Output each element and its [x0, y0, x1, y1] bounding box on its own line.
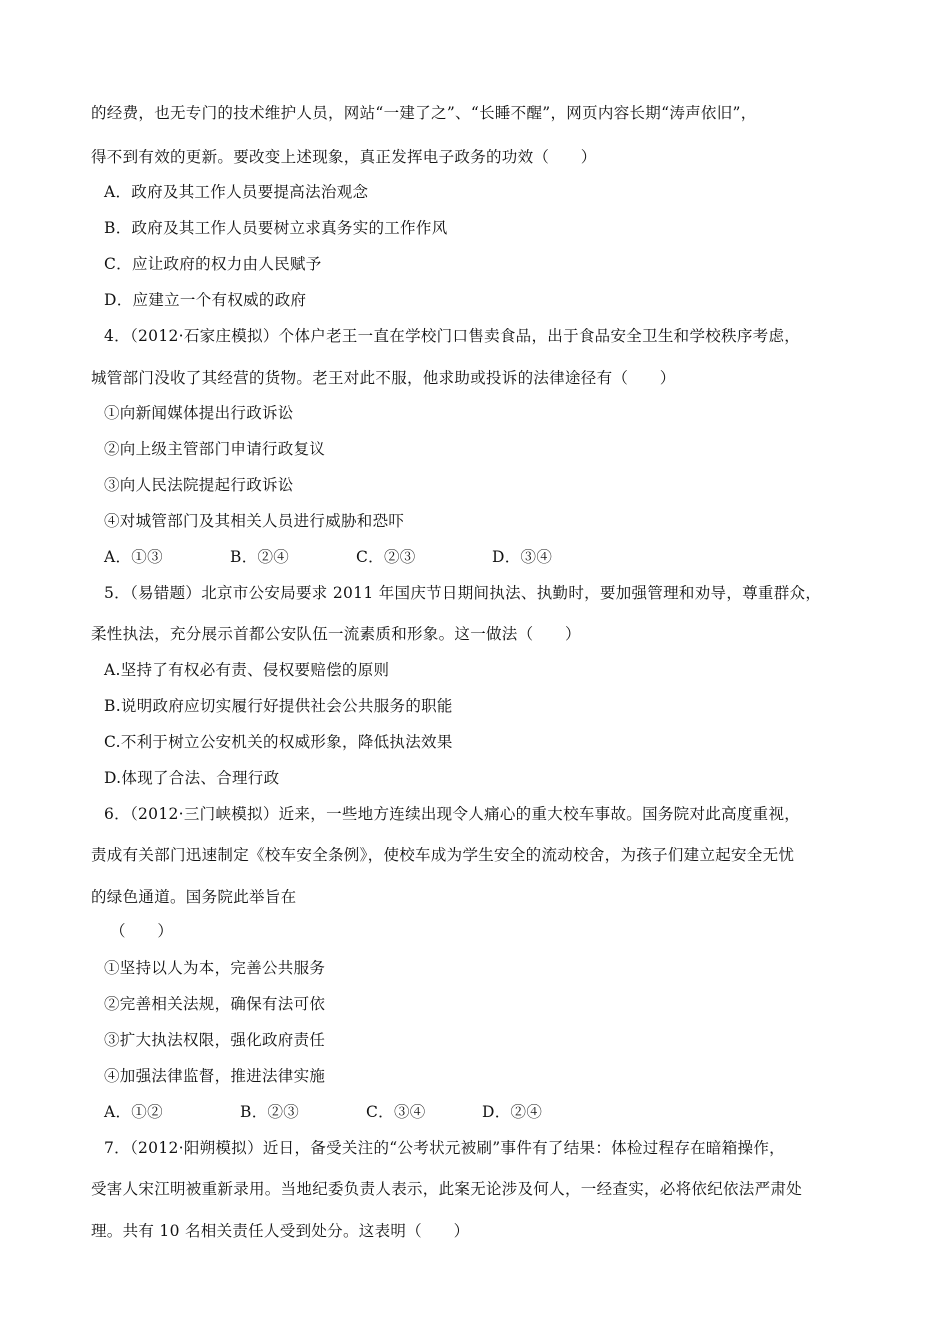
q6-statement-4: ④加强法律监督，推进法律实施	[104, 1067, 326, 1085]
q3-stem-line-1: 的经费，也无专门的技术维护人员，网站“一建了之”、“长睡不醒”，网页内容长期“涛声依旧”，	[91, 104, 757, 122]
q4-stem-line-2: 城管部门没收了其经营的货物。老王对此不服，他求助或投诉的法律途径有（ ）	[91, 369, 676, 387]
q6-statement-2: ②完善相关法规，确保有法可依	[104, 995, 326, 1013]
q3-stem-line-2: 得不到有效的更新。要改变上述现象，真正发挥电子政务的功效（ ）	[91, 148, 597, 166]
q6-answer-blank: （ ）	[110, 922, 174, 940]
q5-option-c: C.不利于树立公安机关的权威形象，降低执法效果	[104, 733, 453, 751]
q4-stem-line-1: 4．（2012·石家庄模拟）个体户老王一直在学校门口售卖食品，出于食品安全卫生和学校秩序考虑，	[104, 327, 801, 345]
q4-option-c: C．②③	[356, 548, 416, 566]
q3-option-a: A．政府及其工作人员要提高法治观念	[104, 183, 369, 201]
q6-stem-line-3: 的绿色通道。国务院此举旨在	[91, 888, 297, 906]
q3-option-d: D．应建立一个有权威的政府	[104, 291, 307, 309]
q4-statement-2: ②向上级主管部门申请行政复议	[104, 440, 326, 458]
q7-stem-line-3: 理。共有 10 名相关责任人受到处分。这表明（ ）	[91, 1222, 470, 1240]
q5-stem-line-1: 5．（易错题）北京市公安局要求 2011 年国庆节日期间执法、执勤时，要加强管理和劝导，尊重群众，	[104, 584, 822, 602]
q6-stem-line-1: 6．（2012·三门峡模拟）近来，一些地方连续出现令人痛心的重大校车事故。国务院对此高度重视，	[104, 805, 801, 823]
q6-statement-1: ①坚持以人为本，完善公共服务	[104, 959, 326, 977]
q6-statement-3: ③扩大执法权限，强化政府责任	[104, 1031, 326, 1049]
q4-option-b: B．②④	[230, 548, 290, 566]
q3-option-c: C．应让政府的权力由人民赋予	[104, 255, 322, 273]
q6-stem-line-2: 责成有关部门迅速制定《校车安全条例》，使校车成为学生安全的流动校舍，为孩子们建立起安全无忧	[91, 846, 795, 864]
q4-statement-1: ①向新闻媒体提出行政诉讼	[104, 404, 294, 422]
q4-option-d: D．③④	[492, 548, 553, 566]
q4-statement-4: ④对城管部门及其相关人员进行威胁和恐吓	[104, 512, 405, 530]
q7-stem-line-2: 受害人宋江明被重新录用。当地纪委负责人表示，此案无论涉及何人，一经查实，必将依纪依法严肃处	[91, 1180, 803, 1198]
q5-option-b: B.说明政府应切实履行好提供社会公共服务的职能	[104, 697, 453, 715]
q4-statement-3: ③向人民法院提起行政诉讼	[104, 476, 294, 494]
q6-option-a: A．①②	[104, 1103, 163, 1121]
q4-option-a: A．①③	[104, 548, 163, 566]
q5-stem-line-2: 柔性执法，充分展示首都公安队伍一流素质和形象。这一做法（ ）	[91, 625, 581, 643]
q3-option-b: B．政府及其工作人员要树立求真务实的工作作风	[104, 219, 448, 237]
q5-option-a: A.坚持了有权必有责、侵权要赔偿的原则	[104, 661, 390, 679]
q6-option-b: B．②③	[240, 1103, 300, 1121]
q6-option-d: D．②④	[482, 1103, 543, 1121]
q7-stem-line-1: 7．（2012·阳朔模拟）近日，备受关注的“公考状元被刷”事件有了结果：体检过程存在暗箱操作，	[104, 1139, 785, 1157]
q5-option-d: D.体现了合法、合理行政	[104, 769, 280, 787]
q6-option-c: C．③④	[366, 1103, 426, 1121]
